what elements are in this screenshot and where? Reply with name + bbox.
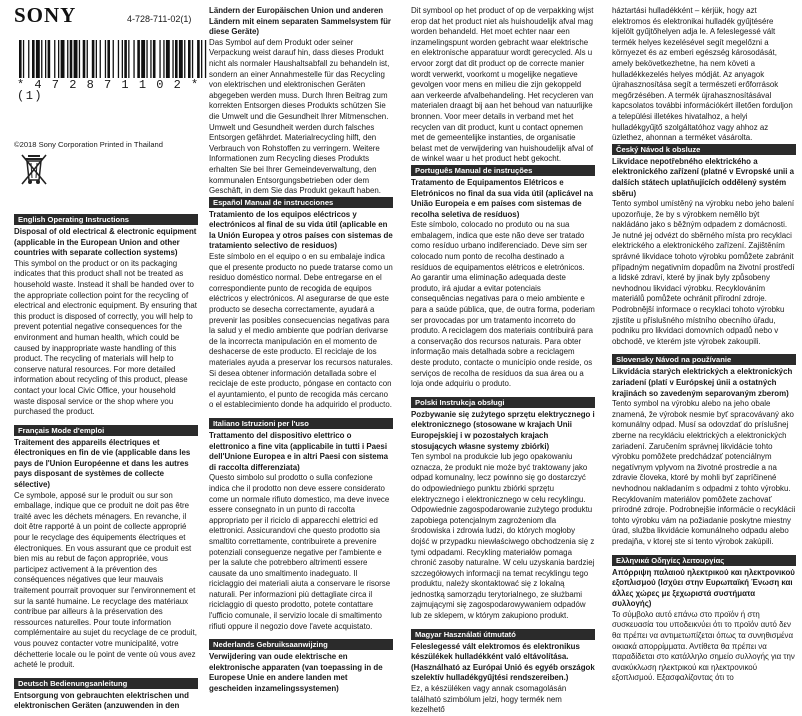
continued-heading: Ländern der Europäischen Union und anderen Ländern mit einem separaten Sammelsystem für diese Geräte)	[209, 6, 391, 37]
continued-body: háztartási hulladékként – kérjük, hogy azt elektromos és elektronikai hulladék gyűjtésére kijelölt gyűjtőhelyen adja le. A feleslegessé vált termék helyes kezelésével segít megelőzni a környezet és az emberi egészség károsodását, amely bekövetkezhetne, ha nem követi a hulladékkezelés helyes módját. Az anyagok újrahasznosítása segít a természeti erőforrások megőrzésében. A termék újrahasznosításával kapcsolatos további információkért illetően forduljon a települési illetékes hivatalhoz, a helyi hulladékgyűjtő szolgáltatóhoz vagy ahhoz az üzlethez, ahonnan a terméket vásárolta.	[612, 6, 793, 143]
section-body: Este símbolo en el equipo o en su embalaje indica que el presente producto no puede tratarse como un residuo doméstico normal. Debe entregarse en el correspondiente punto de recogida de equipos eléctricos y electrónicos. Al asegurarse de que este producto se desecha correctamente, ayudará a prevenir las posibles consecuencias negativas para la salud y el medio ambiente que podrían derivarse de la incorrecta manipulación en el momento de deshacerse de este producto. El reciclaje de los materiales ayuda a preservar los recursos naturales. Si desea obtener información detallada sobre el reciclaje de este producto, póngase en contacto con el ayuntamiento, el punto de recogida más cercano o el establecimiento donde ha adquirido el producto.	[209, 252, 393, 410]
section-cesky	[612, 144, 796, 348]
section-header-portugues: Português Manual de instruções	[411, 165, 595, 176]
section-heading: Απόρριψη παλαιού ηλεκτρικού και ηλεκτρονικού εξοπλισμού (Ισχύει στην Ευρωπαϊκή Ένωση και άλλες χώρες με ξεχωριστά συστήματα συλλογής)	[612, 567, 795, 609]
section-header-english: English Operating Instructions	[14, 214, 198, 225]
section-body: Ce symbole, apposé sur le produit ou sur son emballage, indique que ce produit ne doit pas être traité avec les déchets ménagers. En revanche, il doit être rapporté à un point de collecte approprié pour le recyclage des équipements électriques et électroniques. En vous assurant que ce produit est bien mis au rebut de façon appropriée, vous participez activement à la prévention des conséquences négatives que leur mauvais traitement pourrait provoquer sur l'environnement et sur la santé humaine. Le recyclage des matériaux contribue par ailleurs à la préservation des ressources naturelles. Pour toute information complémentaire au sujet du recyclage de ce produit, vous pouvez contacter votre municipalité, votre déchetterie locale ou le point de vente où vous avez acheté le produit.	[14, 490, 197, 670]
section-body: This symbol on the product or on its packaging indicates that this product shall not be treated as household waste. Instead it shall be handed over to the appropriate collection point for the recycling of electrical and electronic equipment. By ensuring that this product is disposed of correctly, you will help to prevent potential negative consequences for the environment and human health, which could be caused by inappropriate waste handling of this product. The recycling of materials will help to conserve natural resources. For more detailed information about recycling of this product, please contact your local Civic Office, your household waste disposal service or the shop where you purchased the product.	[14, 258, 197, 417]
section-header-polski: Polski Instrukcja obsługi	[411, 397, 595, 408]
section-header-espanol: Español Manual de instrucciones	[209, 197, 393, 208]
continued-body: Dit symbool op het product of op de verpakking wijst erop dat het product niet als huishoudelijk afval mag worden behandeld. Het moet echter naar een inzamelingspunt worden gebracht waar elektrische en elektronische apparatuur wordt gerecycled. Als u ervoor zorgt dat dit product op de correcte manier wordt verwerkt, voorkomt u mogelijke negatieve gevolgen voor mens en milieu die zijn gekoppeld aan verkeerde afvalbehandeling. Het recycleren van materialen draagt bij aan het behoud van natuurlijke bronnen. Voor meer details in verband met het recyclen van dit product, kunt u contact opnemen met de gemeentelijke instanties, de organisatie belast met de verwijdering van huishoudelijk afval of de winkel waar u het product hebt gekocht.	[411, 6, 594, 164]
part-number: 4-728-711-02(1)	[127, 14, 192, 24]
section-heading: Disposal of old electrical & electronic equipment (applicable in the European Union and other countries with separate collection systems)	[14, 227, 197, 258]
copyright-line: ©2018 Sony Corporation Printed in Thailand	[14, 140, 163, 149]
section-header-francais: Français Mode d'emploi	[14, 425, 198, 436]
section-magyar	[411, 629, 595, 716]
section-body: Tento symbol na výrobku alebo na jeho obale znamená, že výrobok nesmie byť spracovávaný ako komunálny odpad. Musí sa odovzdať do príslušnej zberne na recykláciu elektrických a elektronických zariadení. Zaručením správnej likvidácie tohto výrobku pomôžete predchádzať potenciálnym negatívnym vplyvom na životné prostredie a na zdravie človeka, ktoré by mohli byť zapríčinené nevhodnou nakladaním s odpadmi z tohto výrobku. Recyklovaním materiálov pomôžete zachovať prírodné zdroje. Podrobnejšie informácie o recyklácii tohto výrobku vám na požiadanie poskytne miestny úrad, služba likvidácie komunálneho odpadu alebo predajňa, v ktorej ste si tento výrobok zakúpili.	[612, 399, 796, 546]
section-header-cesky: Český Návod k obsluze	[612, 144, 796, 155]
section-ellinika	[612, 555, 796, 685]
section-heading: Tratamento de Equipamentos Elétricos e Eletrónicos no final da sua vida útil (aplicável na União Europeia e em países com sistemas de recolha seletiva de resíduos)	[411, 177, 593, 219]
section-italiano	[209, 418, 393, 632]
section-header-magyar: Magyar Használati útmutató	[411, 629, 595, 640]
section-body: Το σύμβολο αυτό επάνω στο προϊόν ή στη συσκευασία του υποδεικνύει ότι το προϊόν αυτό δεν θα πρέπει να αντιμετωπίζεται όπως τα συνηθισμένα οικιακά απορρίμματα. Αντίθετα θα πρέπει να παραδίδεται στο κατάλληλο σημείο συλλογής για την ανακύκλωση ηλεκτρικού και ηλεκτρονικού εξοπλισμού. Εξασφαλίζοντας ότι το	[612, 609, 795, 683]
section-heading: Entsorgung von gebrauchten elektrischen und elektronischen Geräten (anzuwenden in den	[14, 690, 189, 711]
section-header-italiano: Italiano Istruzioni per l'uso	[209, 418, 393, 429]
column-1-sections	[14, 214, 198, 712]
column-3	[411, 6, 595, 715]
section-polski	[411, 397, 595, 622]
column-4	[612, 6, 796, 683]
barcode-graphic	[17, 40, 207, 78]
section-deutsch	[14, 678, 198, 712]
section-body: Ez, a készüléken vagy annak csomagolásán található szimbólum jelzi, hogy termék nem kezelhető	[411, 684, 567, 715]
section-header-slovensky: Slovensky Návod na používanie	[612, 354, 796, 365]
section-body: Este símbolo, colocado no produto ou na sua embalagem, indica que este não deve ser tratado como resíduo urbano indiferenciado. Deve sim ser colocado num ponto de recolha destinado a resíduos de equipamentos elétricos e eletrónicos. Ao garantir uma eliminação adequada deste produto, irá ajudar a evitar potenciais consequências negativas para o meio ambiente e para a saúde pública, que, de outra forma, poderiam ser provocadas por um tratamento incorreto do produto. A reciclagem dos materiais contribuirá para a conservação dos recursos naturais. Para obter informação mais detalhada sobre a reciclagem deste produto, contacte o município onde reside, os serviços de recolha de resíduos da sua área ou a loja onde adquiriu o produto.	[411, 220, 595, 389]
continued-body: Das Symbol auf dem Produkt oder seiner Verpackung weist darauf hin, dass dieses Produkt nicht als normaler Haushaltsabfall zu behandeln ist, sondern an einer Annahmestelle für das Recycling von elektrischen und elektronischen Geräten abgegeben werden muss. Durch Ihren Beitrag zum korrekten Entsorgen dieses Produkts schützen Sie die Umwelt und die Gesundheit Ihrer Mitmenschen. Umwelt und Gesundheit werden durch falsches Entsorgen gefährdet. Materialrecycling hilft, den Verbrauch von Rohstoffen zu verringern. Weitere Informationen zum Recycling dieses Produkts erhalten Sie bei Ihrer Gemeindeverwaltung, den kommunalen Entsorgungsbetrieben oder dem Geschäft, in dem Sie das Produkt gekauft haben.	[209, 37, 390, 196]
crossed-out-bin-icon	[20, 152, 48, 186]
section-heading: Pozbywanie się zużytego sprzętu elektrycznego i elektronicznego (stosowane w krajach Unii Europejskiej i w pozostałych krajach stosujących własne systemy zbiórki)	[411, 409, 595, 451]
section-body: Questo simbolo sul prodotto o sulla confezione indica che il prodotto non deve essere considerato come un normale rifiuto domestico, ma deve invece essere consegnato in un punto di raccolta appropriato per il riciclo di apparecchi elettrici ed elettronici. Assicurandovi che questo prodotto sia smaltito correttamente, contribuirete a prevenire potenziali conseguenze negative per l'ambiente e per la salute che potrebbero altrimenti essere causate da uno smaltimento inadeguato. Il riciclaggio dei materiali aiuta a conservare le risorse naturali. Per informazioni più dettagliate circa il riciclaggio di questo prodotto, potete contattare l'ufficio comunale, il servizio locale di smaltimento rifiuti oppure il negozio dove l'avete acquistato.	[209, 473, 391, 631]
column-1	[14, 0, 200, 711]
section-heading: Traitement des appareils électriques et électroniques en fin de vie (applicable dans les pays de l'Union Européenne et dans les autres pays disposant de systèmes de collecte sélective)	[14, 437, 191, 490]
section-english	[14, 214, 198, 418]
section-header-deutsch: Deutsch Bedienungsanleitung	[14, 678, 198, 689]
section-header-ellinika: Ελληνικά Οδηγίες λειτουργίας	[612, 555, 796, 566]
section-heading: Likvidace nepotřebného elektrického a elektronického zařízení (platné v Evropské unii a dalších státech uplatňujících oddělený systém sběru)	[612, 156, 794, 198]
section-nederlands	[209, 639, 393, 694]
section-heading: Verwijdering van oude elektrische en elektronische apparaten (van toepassing in de Europese Unie en andere landen met gescheiden inzamelingssystemen)	[209, 652, 383, 694]
section-body: Tento symbol umístěný na výrobku nebo jeho balení upozorňuje, že by s výrobkem neměllo být nakládáno jako s běžným odpadem z domácnosti. Je nutné jej odvézt do sběrného místa pro recyklaci elektrického a elektronického zařízení. Zajištěním správné likvidace tohoto výrobku pomůžete zabránit případným negativním dopadům na životní prostředí a lidské zdraví, které by jinak byly způsobeny nevhodnou likvidací výrobku. Recyklováním materiálů pomůžete ochránit přírodní zdroje. Podrobnější informace o recyklaci tohoto výrobku zjistíte u příslušného místního obecního úřadu, podniku pro likvidaci domovních odpadů nebo v obchodě, ve kterém jste výrobek zakoupili.	[612, 199, 795, 346]
section-body: Ten symbol na produkcie lub jego opakowaniu oznacza, że produkt nie może być traktowany jako odpad komunalny, lecz powinno się go dostarczyć do odpowiedniego punktu zbiórki sprzętu elektrycznego i elektronicznego w celu recyklingu. Odpowiednie zagospodarowanie zużytego produktu zapobiega potencjalnym zagrożeniom dla środowiska i zdrowia ludzi, do których mogłoby dojść w przypadku niewłaściwego obchodzenia się z tymi odpadami. Recykling materiałów pomaga chronić zasoby naturalne. W celu uzyskania bardziej szczegółowych informacji na temat recyklingu tego produktu, należy skontaktować się z lokalną jednostką samorządu terytorialnego, ze służbami zajmującymi się zagospodarowywaniem odpadów lub ze sklepem, w którym zakupiono produkt.	[411, 452, 595, 621]
sony-logo: SONY	[14, 3, 77, 27]
section-heading: Feleslegessé vált elektromos és elektronikus készülékek hulladékként való eltávolítása. (Használható az Európai Unió és egyéb országok szelektív hulladékgyűjtési rendszereiben.)	[411, 641, 595, 683]
section-portugues	[411, 165, 595, 390]
section-heading: Trattamento del dispositivo elettrico o elettronico a fine vita (applicabile in tutti i Paesi dell'Unione Europea e in altri Paesi con sistema di raccolta differenziata)	[209, 430, 389, 472]
section-francais	[14, 425, 198, 671]
barcode-number: * 4 7 2 8 7 1 1 0 2 * (1)	[17, 78, 200, 103]
section-heading: Likvidácia starých elektrických a elektronických zariadení (platí v Európskej únii a ostatných krajinách so zavedeným separovaným zberom)	[612, 367, 793, 398]
section-heading: Tratamiento de los equipos eléctricos y electrónicos al final de su vida útil (aplicable en la Unión Europea y otros países con sistemas de tratamiento selectivo de residuos)	[209, 209, 393, 251]
section-espanol	[209, 197, 393, 411]
section-slovensky	[612, 354, 796, 547]
column-2	[209, 6, 393, 694]
section-header-nederlands: Nederlands Gebruiksaanwijzing	[209, 639, 393, 650]
